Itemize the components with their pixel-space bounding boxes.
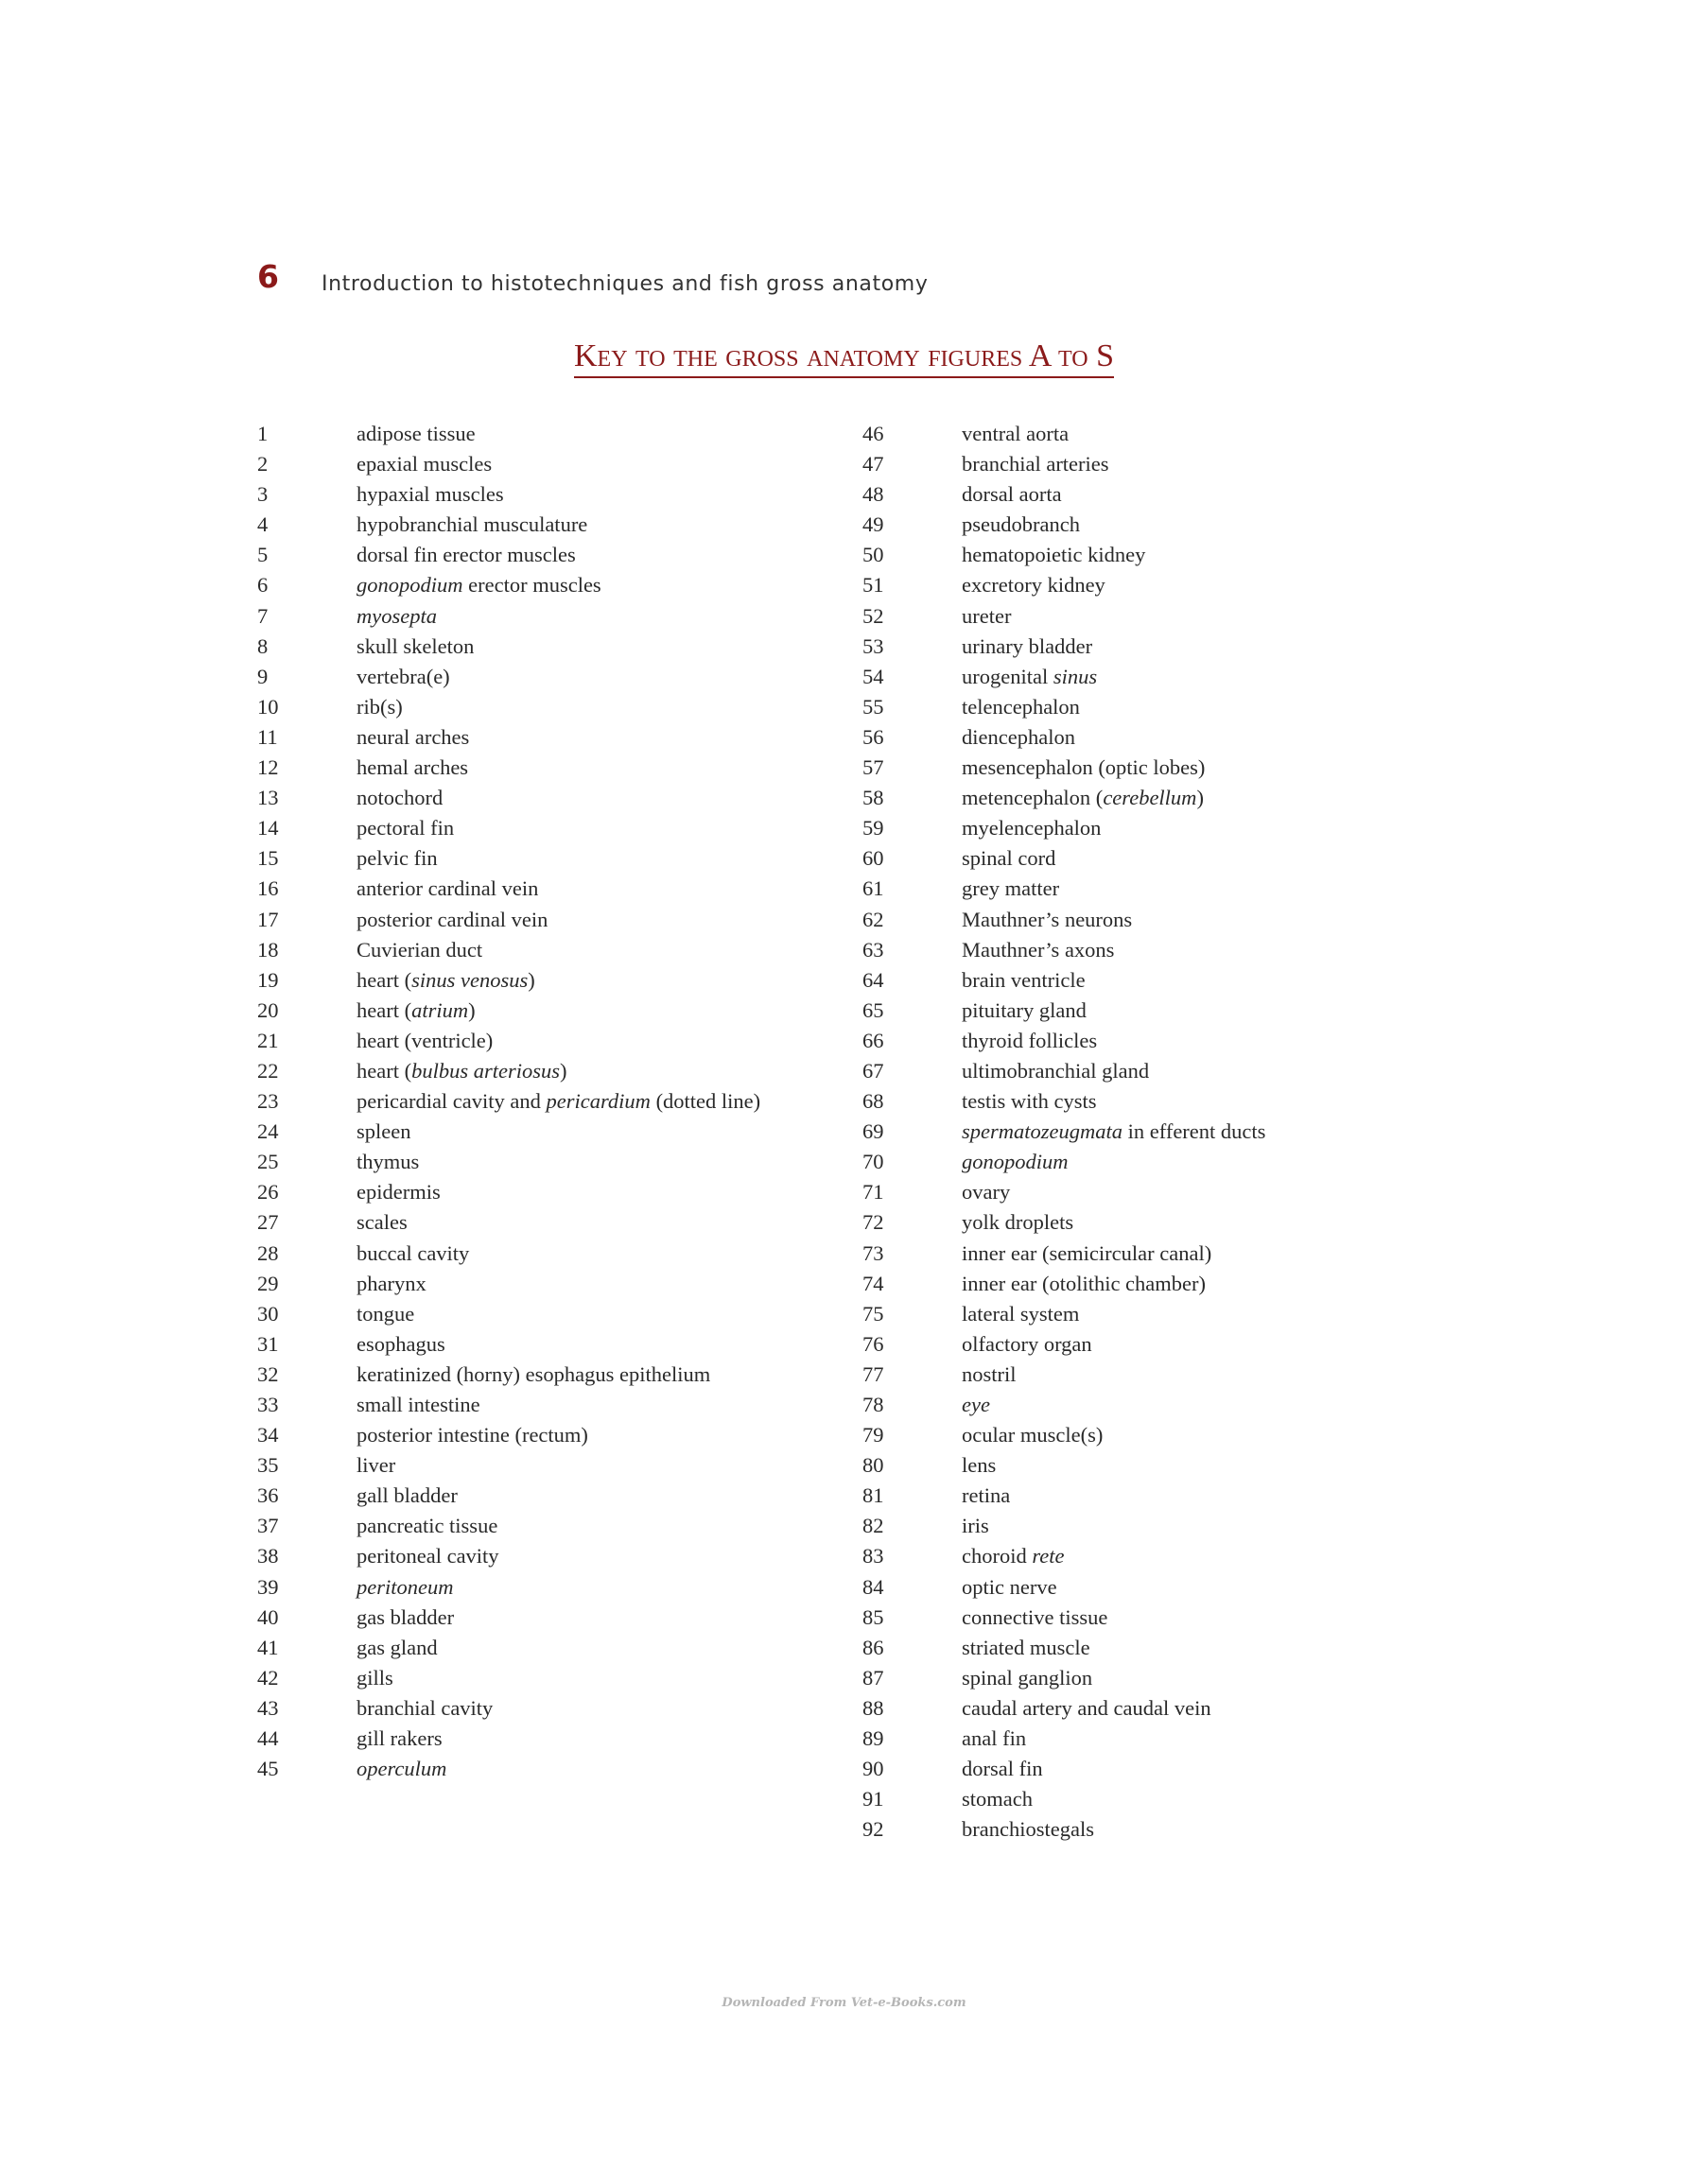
key-row [257,540,760,570]
key-row [257,419,760,449]
key-number: 87 [862,1665,884,1690]
key-row [862,1450,1265,1481]
key-label: nostril [962,1361,1017,1386]
key-label: pancreatic tissue [357,1514,498,1538]
key-row [257,1541,760,1571]
key-number: 78 [862,1393,884,1416]
key-label: skull skeleton [357,633,475,658]
key-number: 86 [862,1635,884,1659]
key-label: epidermis [357,1180,441,1205]
key-number: 2 [257,452,269,477]
key-row [862,1207,1265,1238]
key-row [257,813,760,843]
key-number: 48 [862,482,884,507]
key-row [257,874,760,904]
key-label: diencephalon [962,724,1075,749]
key-number: 26 [257,1180,279,1205]
key-number: 39 [257,1574,279,1599]
section-title-wrapper [0,340,1688,378]
key-row [257,905,760,935]
key-label: telencephalon [962,694,1080,719]
key-row [257,722,760,753]
key-number: 30 [257,1301,279,1326]
key-number: 6 [257,573,269,598]
key-row [862,540,1265,570]
key-row [862,1269,1265,1299]
key-row [862,1572,1265,1603]
key-label: dorsal fin [962,1757,1043,1781]
key-row [257,1086,760,1117]
key-number: 50 [862,543,884,567]
key-label: Cuvierian duct [357,937,483,962]
key-label: anterior cardinal vein [357,876,539,901]
key-label: olfactory organ [962,1331,1092,1356]
key-label: spinal cord [962,846,1056,871]
key-number: 27 [257,1210,279,1235]
key-number: 65 [862,997,884,1022]
key-label: small intestine [357,1393,480,1416]
key-label: gall bladder [357,1483,458,1508]
key-row [862,1663,1265,1693]
key-row [862,905,1265,935]
key-number: 85 [862,1604,884,1629]
key-number: 38 [257,1544,279,1569]
key-row [257,1663,760,1693]
key-row [862,510,1265,540]
key-row [257,1511,760,1541]
key-label: branchiostegals [962,1817,1094,1842]
key-label: adipose tissue [357,422,476,445]
key-row [862,965,1265,996]
key-row [257,753,760,783]
key-row [862,843,1265,874]
key-number: 62 [862,907,884,931]
key-number: 25 [257,1150,279,1174]
key-row [862,1481,1265,1511]
key-label: grey matter [962,876,1060,901]
key-number: 11 [257,724,278,749]
key-number: 60 [862,846,884,871]
key-row [257,1239,760,1269]
key-number: 32 [257,1361,279,1386]
key-label: Mauthner’s axons [962,937,1115,962]
key-number: 41 [257,1635,279,1659]
key-label: pelvic fin [357,846,438,871]
key-row [862,1329,1265,1360]
key-row [862,1026,1265,1056]
key-number: 80 [862,1453,884,1478]
key-label: mesencephalon (optic lobes) [962,755,1206,780]
key-row [257,1026,760,1056]
key-row [862,1117,1265,1147]
key-number: 17 [257,907,279,931]
key-number: 77 [862,1361,884,1386]
key-label: pericardial cavity and pericardium (dotted line) [357,1089,761,1114]
key-label: ultimobranchial gland [962,1058,1150,1083]
key-row [257,632,760,662]
key-number: 20 [257,997,279,1022]
key-row [862,419,1265,449]
key-number: 9 [257,664,269,688]
key-label: epaxial muscles [357,452,493,477]
key-number: 15 [257,846,279,871]
key-row [862,479,1265,510]
key-label: myosepta [357,603,437,628]
key-number: 3 [257,482,269,507]
key-label: gill rakers [357,1726,443,1751]
key-row [257,1754,760,1784]
key-number: 82 [862,1514,884,1538]
key-number: 74 [862,1271,884,1295]
key-row [862,996,1265,1026]
key-number: 34 [257,1423,279,1447]
key-number: 69 [862,1119,884,1144]
key-label: hypaxial muscles [357,482,504,507]
key-row [862,813,1265,843]
key-row [257,1207,760,1238]
key-label: posterior cardinal vein [357,907,548,931]
key-number: 14 [257,816,279,841]
key-label: heart (bulbus arteriosus) [357,1058,567,1083]
key-label: pharynx [357,1271,426,1295]
key-number: 56 [862,724,884,749]
key-number: 91 [862,1787,884,1811]
key-label: striated muscle [962,1635,1090,1659]
key-number: 68 [862,1089,884,1114]
key-label: caudal artery and caudal vein [962,1695,1211,1720]
key-number: 57 [862,755,884,780]
key-row [257,1724,760,1754]
key-number: 75 [862,1301,884,1326]
key-label: notochord [357,786,444,810]
key-label: pituitary gland [962,997,1087,1022]
key-label: hematopoietic kidney [962,543,1146,567]
key-row [862,570,1265,600]
key-label: hemal arches [357,755,469,780]
key-number: 70 [862,1150,884,1174]
key-row [257,1420,760,1450]
key-number: 59 [862,816,884,841]
key-row [257,1481,760,1511]
key-number: 47 [862,452,884,477]
key-row [257,570,760,600]
key-label: spinal ganglion [962,1665,1093,1690]
key-number: 76 [862,1331,884,1356]
key-label: yolk droplets [962,1210,1074,1235]
key-number: 18 [257,937,279,962]
key-label: neural arches [357,724,470,749]
key-row [862,1603,1265,1633]
key-number: 44 [257,1726,279,1751]
section-title: Key to the gross anatomy figures A to S [574,340,1114,378]
key-row [257,935,760,965]
key-row [257,1329,760,1360]
key-row [862,1754,1265,1784]
key-row [257,783,760,813]
key-number: 81 [862,1483,884,1508]
key-row [862,1814,1265,1845]
key-row [257,965,760,996]
key-row [257,1572,760,1603]
key-label: esophagus [357,1331,445,1356]
key-label: urogenital sinus [962,664,1098,688]
key-label: retina [962,1483,1011,1508]
key-label: thymus [357,1150,420,1174]
key-label: inner ear (semicircular canal) [962,1240,1212,1265]
key-label: branchial arteries [962,452,1109,477]
key-label: urinary bladder [962,633,1093,658]
key-number: 52 [862,603,884,628]
key-row [862,1177,1265,1207]
key-number: 53 [862,633,884,658]
key-number: 58 [862,786,884,810]
key-label: gas gland [357,1635,438,1659]
key-number: 72 [862,1210,884,1235]
key-row [257,843,760,874]
key-number: 71 [862,1180,884,1205]
key-label: myelencephalon [962,816,1102,841]
key-number: 4 [257,512,269,537]
key-label: inner ear (otolithic chamber) [962,1271,1207,1295]
key-label: rib(s) [357,694,403,719]
key-label: buccal cavity [357,1240,470,1265]
key-label: gonopodium [962,1150,1069,1174]
key-number: 31 [257,1331,279,1356]
key-label: branchial cavity [357,1695,494,1720]
key-label: Mauthner’s neurons [962,907,1133,931]
key-row [257,1117,760,1147]
key-row [862,1633,1265,1663]
key-label: thyroid follicles [962,1028,1098,1052]
key-row [862,632,1265,662]
key-number: 19 [257,967,279,992]
key-number: 49 [862,512,884,537]
key-row [862,1147,1265,1177]
key-row [862,1724,1265,1754]
key-row [257,1450,760,1481]
key-label: ventral aorta [962,422,1070,445]
key-row [862,692,1265,722]
key-row [257,1633,760,1663]
key-row [862,1420,1265,1450]
key-label: metencephalon (cerebellum) [962,786,1204,810]
key-label: posterior intestine (rectum) [357,1423,588,1447]
key-label: lateral system [962,1301,1080,1326]
page-number: 6 [257,258,279,295]
key-number: 7 [257,603,269,628]
key-row [862,1784,1265,1814]
key-label: ureter [962,603,1012,628]
key-row [862,1299,1265,1329]
key-label: anal fin [962,1726,1027,1751]
key-number: 88 [862,1695,884,1720]
key-number: 28 [257,1240,279,1265]
key-row [862,874,1265,904]
key-label: operculum [357,1757,447,1781]
key-number: 42 [257,1665,279,1690]
key-number: 33 [257,1393,279,1416]
key-label: heart (ventricle) [357,1028,494,1052]
key-number: 90 [862,1757,884,1781]
key-row [862,449,1265,479]
key-number: 10 [257,694,279,719]
key-number: 64 [862,967,884,992]
key-row [862,1360,1265,1390]
key-row [257,996,760,1026]
key-list-right [862,419,1265,1845]
key-row [257,1269,760,1299]
key-number: 8 [257,633,269,658]
key-row [257,662,760,692]
key-label: scales [357,1210,408,1235]
key-number: 61 [862,876,884,901]
key-number: 51 [862,573,884,598]
key-number: 37 [257,1514,279,1538]
key-row [862,753,1265,783]
key-number: 23 [257,1089,279,1114]
key-row [257,1693,760,1724]
key-label: lens [962,1453,997,1478]
key-number: 12 [257,755,279,780]
key-row [257,479,760,510]
key-row [862,1086,1265,1117]
key-label: peritoneum [357,1574,454,1599]
key-number: 29 [257,1271,279,1295]
key-row [862,1390,1265,1420]
key-number: 36 [257,1483,279,1508]
footer-watermark: Downloaded From Vet-e-Books.com [722,1996,966,2010]
key-number: 13 [257,786,279,810]
key-number: 92 [862,1817,884,1842]
key-number: 1 [257,422,269,445]
key-label: choroid rete [962,1544,1065,1569]
key-label: pectoral fin [357,816,455,841]
key-row [257,1603,760,1633]
key-row [257,510,760,540]
key-label: pseudobranch [962,512,1080,537]
key-label: gonopodium erector muscles [357,573,601,598]
key-number: 67 [862,1058,884,1083]
key-number: 35 [257,1453,279,1478]
key-number: 54 [862,664,884,688]
key-number: 63 [862,937,884,962]
key-number: 83 [862,1544,884,1569]
key-label: connective tissue [962,1604,1108,1629]
key-row [862,1511,1265,1541]
key-label: gas bladder [357,1604,455,1629]
key-number: 16 [257,876,279,901]
key-number: 5 [257,543,269,567]
key-label: spermatozeugmata in efferent ducts [962,1119,1266,1144]
key-label: ocular muscle(s) [962,1423,1104,1447]
key-row [862,1693,1265,1724]
key-row [862,601,1265,632]
key-label: stomach [962,1787,1033,1811]
key-row [862,935,1265,965]
key-number: 79 [862,1423,884,1447]
key-number: 40 [257,1604,279,1629]
key-number: 73 [862,1240,884,1265]
key-label: dorsal aorta [962,482,1062,507]
running-title: Introduction to histotechniques and fish gross anatomy [322,272,929,296]
key-row [862,1541,1265,1571]
key-row [257,449,760,479]
key-row [862,722,1265,753]
key-label: spleen [357,1119,411,1144]
key-row [257,1390,760,1420]
key-number: 46 [862,422,884,445]
key-row [862,1239,1265,1269]
key-number: 22 [257,1058,279,1083]
key-number: 66 [862,1028,884,1052]
key-number: 43 [257,1695,279,1720]
key-row [257,1056,760,1086]
key-number: 55 [862,694,884,719]
key-label: optic nerve [962,1574,1057,1599]
key-row [257,601,760,632]
key-label: peritoneal cavity [357,1544,499,1569]
key-label: gills [357,1665,393,1690]
key-number: 21 [257,1028,279,1052]
key-label: liver [357,1453,396,1478]
key-row [257,1177,760,1207]
key-label: heart (sinus venosus) [357,967,535,992]
key-list-left [257,419,760,1784]
key-label: tongue [357,1301,415,1326]
key-label: iris [962,1514,989,1538]
key-row [257,1299,760,1329]
key-label: brain ventricle [962,967,1086,992]
key-row [862,783,1265,813]
key-number: 45 [257,1757,279,1781]
key-row [257,1360,760,1390]
key-label: ovary [962,1180,1011,1205]
key-label: eye [962,1393,990,1416]
key-label: testis with cysts [962,1089,1097,1114]
key-label: keratinized (horny) esophagus epithelium [357,1361,711,1386]
key-row [257,692,760,722]
key-label: vertebra(e) [357,664,450,688]
key-label: hypobranchial musculature [357,512,588,537]
key-label: dorsal fin erector muscles [357,543,576,567]
key-label: excretory kidney [962,573,1105,598]
key-number: 84 [862,1574,884,1599]
key-row [257,1147,760,1177]
key-label: heart (atrium) [357,997,476,1022]
key-row [862,662,1265,692]
key-number: 24 [257,1119,279,1144]
key-number: 89 [862,1726,884,1751]
key-row [862,1056,1265,1086]
